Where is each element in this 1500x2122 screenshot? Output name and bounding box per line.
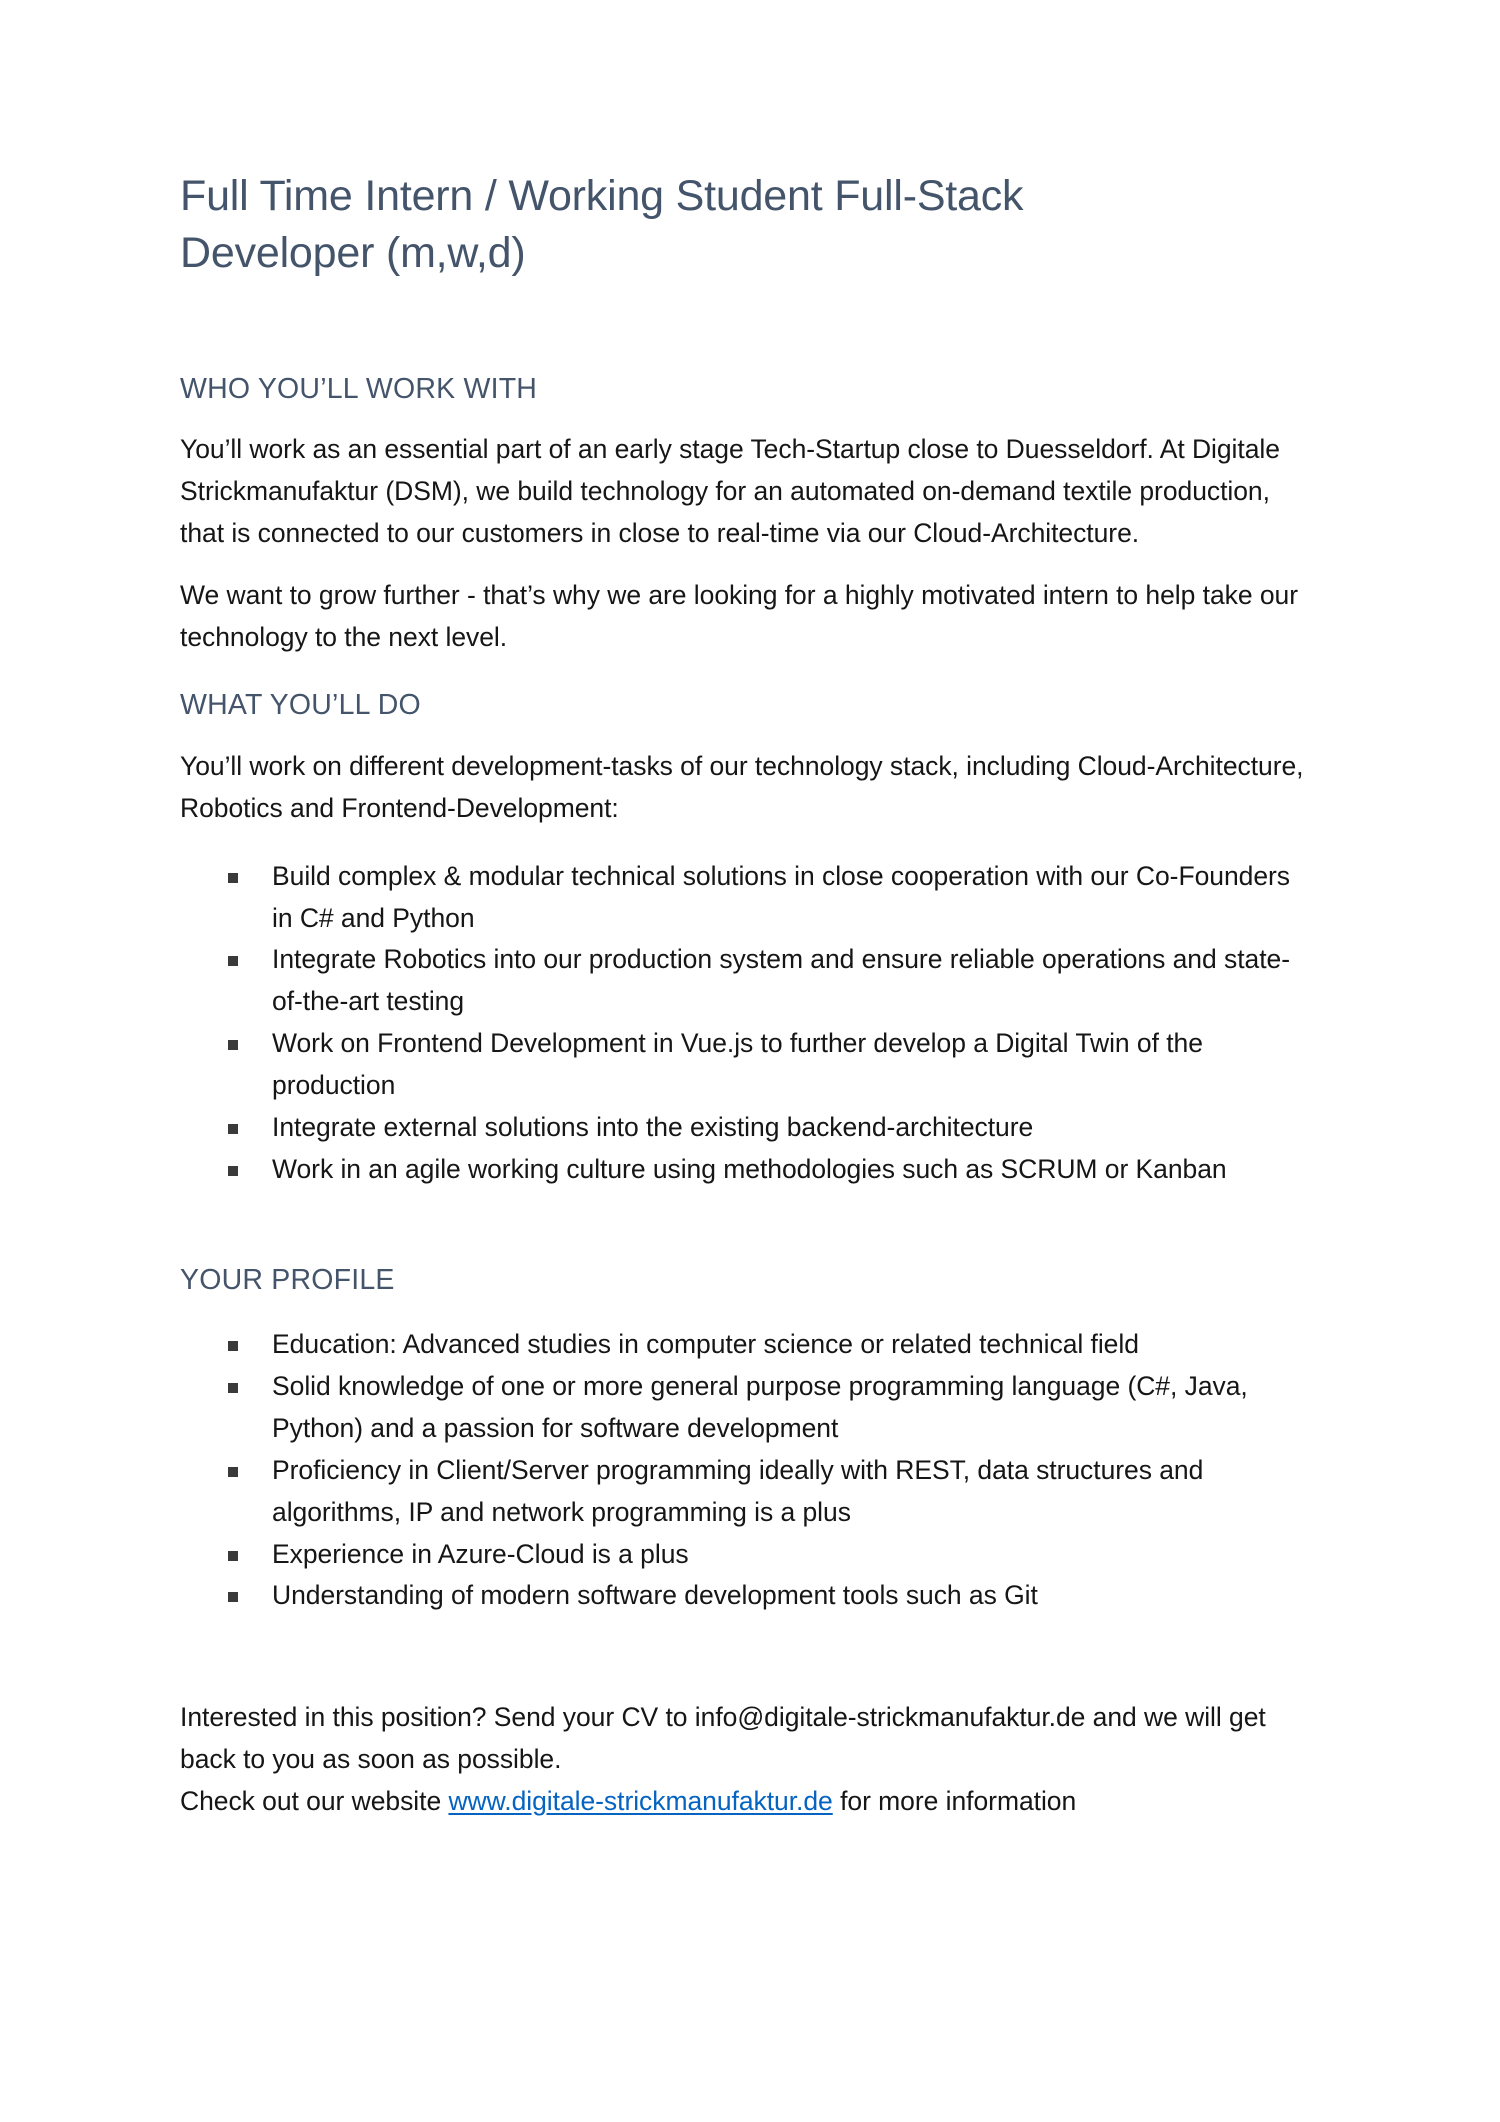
square-bullet-icon [228,1551,238,1561]
list-item [180,1450,1305,1534]
website-line-prefix: Check out our website [180,1786,449,1816]
paragraph-intro-company: You’ll work as an essential part of an early stage Tech-Startup close to Duesseldorf. At Digitale Strickmanufaktur (DSM), we build technology for an automated on-demand textile production, that is connected to our customers in close to real-time via our Cloud-Architecture. [180,434,1280,548]
list-item [180,1534,1305,1576]
section-who-youll-work-with [180,372,1305,659]
list-item [180,1149,1305,1191]
section-heading-your-profile: YOUR PROFILE [180,1263,395,1296]
list-item [180,1324,1305,1366]
square-bullet-icon [228,1592,238,1602]
square-bullet-icon [228,956,238,966]
square-bullet-icon [228,1383,238,1393]
list-item [180,939,1305,1023]
list-item-label: Integrate external solutions into the existing backend-architecture [272,1111,1034,1142]
list-item [180,856,1305,940]
section-heading-what-youll-do: WHAT YOU’LL DO [180,689,421,722]
square-bullet-icon [228,873,238,883]
list-item-label: Work on Frontend Development in Vue.js to further develop a Digital Twin of the production [272,1028,1203,1101]
list-item-label: Solid knowledge of one or more general purpose programming language (C#, Java, Python) and a passion for software development [272,1371,1248,1443]
section-what-youll-do [180,688,1305,1190]
paragraph-website-line [180,1781,1305,1823]
list-item-label: Build complex & modular technical solutions in close cooperation with our Co-Founders in C# and Python [272,860,1290,933]
square-bullet-icon [228,1040,238,1050]
list-item-label: Integrate Robotics into our production system and ensure reliable operations and state-of-the-art testing [272,944,1290,1017]
list-item-label: Work in an agile working culture using methodologies such as SCRUM or Kanban [272,1153,1227,1184]
square-bullet-icon [228,1124,238,1134]
list-item-label: Education: Advanced studies in computer science or related technical field [272,1329,1139,1360]
square-bullet-icon [228,1166,238,1176]
section-your-profile [180,1263,1305,1618]
list-item-label: Proficiency in Client/Server programming ideally with REST, data structures and algorithms, IP and network programming is a plus [272,1454,1204,1527]
website-link[interactable]: www.digitale-strickmanufaktur.de [448,1786,833,1816]
list-what-youll-do [180,856,1305,1191]
paragraph-tasks-intro: You’ll work on different development-tasks of our technology stack, including Cloud-Architecture, Robotics and Frontend-Development: [180,751,1304,823]
closing-block [180,1697,1305,1823]
list-item-label: Experience in Azure-Cloud is a plus [272,1538,689,1569]
document-content [180,168,1305,1823]
list-item [180,1575,1305,1617]
website-line-suffix: for more information [832,1786,1077,1816]
list-your-profile [180,1324,1305,1617]
list-item [180,1366,1305,1450]
paragraph-growth: We want to grow further - that’s why we are looking for a highly motivated intern to help take our technology to the next level. [180,579,1298,652]
square-bullet-icon [228,1467,238,1477]
list-item [180,1023,1305,1107]
page-title: Full Time Intern / Working Student Full-Stack Developer (m,w,d) [180,172,1024,277]
list-item [180,1107,1305,1149]
paragraph-apply-instructions: Interested in this position? Send your CV to info@digitale-strickmanufaktur.de and we will get back to you as soon as possible. [180,1702,1266,1775]
section-heading-who-youll-work-with: WHO YOU’LL WORK WITH [180,372,538,405]
square-bullet-icon [228,1341,238,1351]
list-item-label: Understanding of modern software development tools such as Git [272,1580,1038,1611]
